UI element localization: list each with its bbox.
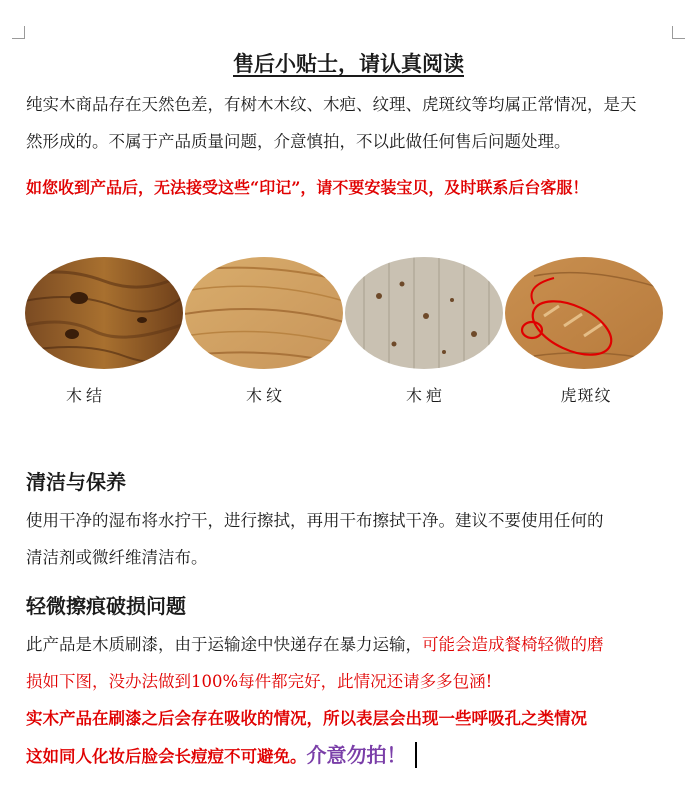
wood-scar-image bbox=[344, 256, 504, 370]
caption-wood-knot: 木结 bbox=[65, 386, 106, 405]
scratch-paragraph bbox=[26, 626, 672, 775]
caption-tiger-stripe: 虎斑纹 bbox=[560, 386, 612, 405]
intro-line-2: 然形成的。不属于产品质量问题，介意慎拍，不以此做任何售后问题处理。 bbox=[26, 132, 571, 151]
intro-paragraph bbox=[26, 86, 672, 160]
scratch-line-2: 损如下图，没办法做到100%每件都完好，此情况还请多多包涵! bbox=[26, 672, 493, 691]
intro-line-1: 纯实木商品存在天然色差，有树木木纹、木疤、纹理、虎斑纹等均属正常情况，是天 bbox=[26, 95, 637, 114]
scratch-line-4-red: 这如同人化妆后脸会长痘痘不可避免。 bbox=[26, 747, 307, 766]
tiger-stripe-image bbox=[504, 256, 664, 370]
page-corner-mark-right bbox=[672, 26, 685, 39]
scratch-line-1-black: 此产品是木质刷漆，由于运输途中快递存在暴力运输， bbox=[26, 635, 422, 654]
scratch-heading: 轻微擦痕破损问题 bbox=[26, 594, 186, 618]
wood-grain-image bbox=[184, 256, 344, 370]
caption-wood-grain: 木纹 bbox=[245, 386, 286, 405]
cleaning-heading: 清洁与保养 bbox=[26, 470, 126, 494]
page-corner-mark-left bbox=[12, 26, 25, 39]
scratch-line-3: 实木产品在刷漆之后会存在吸收的情况，所以表层会出现一些呼吸孔之类情况 bbox=[26, 709, 587, 728]
scratch-line-4-purple: 介意勿拍！ bbox=[306, 743, 407, 767]
wood-knot-image bbox=[24, 256, 184, 370]
scratch-line-4 bbox=[26, 737, 672, 775]
scratch-line-1-red: 可能会造成餐椅轻微的磨 bbox=[422, 635, 604, 654]
text-cursor bbox=[415, 742, 417, 768]
page-title: 售后小贴士，请认真阅读 bbox=[233, 51, 464, 76]
cleaning-line-2: 清洁剂或微纤维清洁布。 bbox=[26, 548, 208, 567]
intro-warning: 如您收到产品后，无法接受这些“印记”，请不要安装宝贝，及时联系后台客服！ bbox=[26, 178, 589, 197]
scratch-line-1 bbox=[26, 626, 672, 663]
cleaning-paragraph bbox=[26, 502, 672, 576]
caption-wood-scar: 木疤 bbox=[405, 386, 446, 405]
cleaning-line-1: 使用干净的湿布将水拧干，进行擦拭，再用干布擦拭干净。建议不要使用任何的 bbox=[26, 511, 604, 530]
